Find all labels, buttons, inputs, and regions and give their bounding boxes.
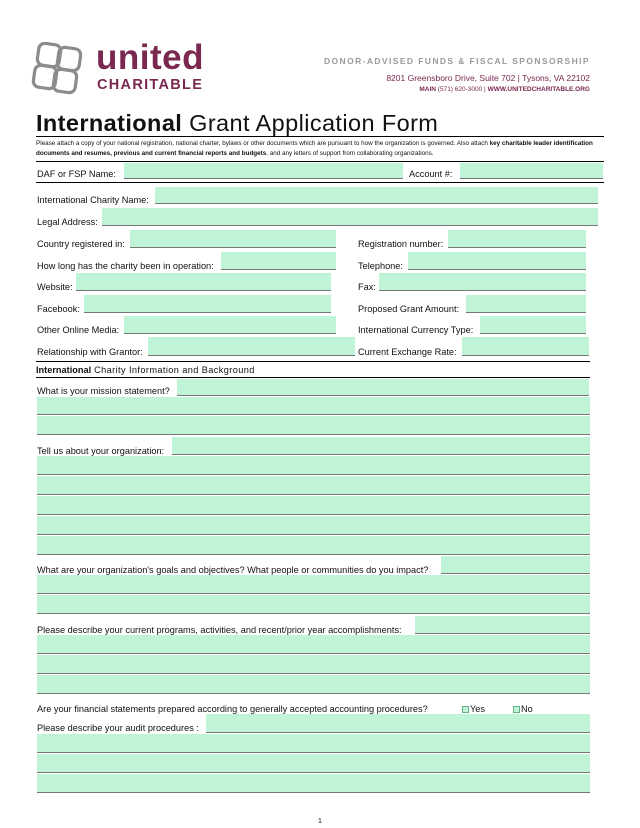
organization-answer-line-3[interactable] — [37, 476, 590, 495]
no-checkbox[interactable] — [513, 706, 520, 713]
currency-type-input[interactable] — [480, 316, 586, 334]
goals-answer-line-1[interactable] — [441, 556, 590, 574]
brand-charitable: CHARITABLE — [97, 77, 204, 93]
exchange-rate-label: Current Exchange Rate: — [358, 347, 457, 357]
charity-name-input[interactable] — [155, 187, 598, 204]
title-rest: Grant Application Form — [189, 110, 439, 136]
other-media-label: Other Online Media: — [37, 325, 120, 335]
audit-question: Please describe your audit procedures : — [37, 723, 199, 733]
phone: (571) 620-3000 | — [437, 86, 486, 93]
yes-checkbox[interactable] — [462, 706, 469, 713]
brand-united: united — [96, 38, 204, 77]
facebook-input[interactable] — [84, 295, 331, 313]
programs-question: Please describe your current programs, activities, and recent/prior year accomplishments: — [37, 625, 402, 635]
country-label: Country registered in: — [37, 239, 125, 249]
audit-answer-line-2[interactable] — [37, 734, 590, 753]
audit-answer-line-4[interactable] — [37, 774, 590, 793]
website-label: Website: — [37, 282, 73, 292]
divider — [36, 361, 590, 362]
organization-answer-line-2[interactable] — [37, 456, 590, 475]
section-heading — [36, 365, 255, 375]
programs-answer-line-4[interactable] — [37, 675, 590, 694]
organization-answer-line-5[interactable] — [37, 516, 590, 535]
relationship-input[interactable] — [148, 337, 355, 356]
exchange-rate-input[interactable] — [462, 337, 589, 356]
organization-answer-line-6[interactable] — [37, 536, 590, 555]
mission-answer-line-3[interactable] — [37, 416, 590, 435]
other-media-input[interactable] — [124, 316, 336, 334]
operation-length-input[interactable] — [221, 252, 336, 270]
daf-name-input[interactable] — [124, 163, 403, 179]
tagline: DONOR-ADVISED FUNDS & FISCAL SPONSORSHIP — [323, 56, 590, 66]
contact-line — [419, 86, 590, 93]
registration-number-input[interactable] — [448, 230, 586, 248]
proposed-amount-input[interactable] — [466, 295, 586, 313]
instructions — [36, 139, 606, 159]
goals-answer-line-3[interactable] — [37, 595, 590, 614]
programs-answer-line-1[interactable] — [415, 616, 590, 634]
currency-type-label: International Currency Type: — [358, 325, 474, 335]
mission-answer-line-1[interactable] — [177, 379, 589, 396]
yes-label: Yes — [470, 704, 485, 714]
goals-question: What are your organization's goals and objectives? What people or communities do you impact? — [37, 565, 429, 575]
legal-address-input[interactable] — [102, 208, 598, 226]
registration-number-label: Registration number: — [358, 239, 444, 249]
website-input[interactable] — [76, 273, 331, 291]
organization-answer-line-1[interactable] — [172, 437, 590, 455]
relationship-label: Relationship with Grantor: — [37, 347, 143, 357]
mission-question: What is your mission statement? — [37, 386, 170, 396]
section-heading-bold: International — [36, 365, 92, 375]
facebook-label: Facebook: — [37, 304, 80, 314]
financial-question: Are your financial statements prepared according to generally accepted accounting procedures? — [37, 704, 428, 714]
divider — [36, 161, 604, 162]
divider — [36, 182, 604, 183]
address: 8201 Greensboro Drive, Suite 702 | Tysons, VA 22102 — [386, 73, 590, 83]
audit-answer-line-1[interactable] — [206, 714, 590, 733]
telephone-input[interactable] — [408, 252, 586, 270]
fax-label: Fax: — [358, 282, 376, 292]
united-charitable-logo-icon — [30, 42, 86, 96]
legal-address-label: Legal Address: — [37, 217, 98, 227]
account-input[interactable] — [460, 163, 603, 179]
phone-label: MAIN — [419, 86, 436, 93]
page-title — [36, 110, 438, 137]
divider — [36, 377, 590, 378]
programs-answer-line-2[interactable] — [37, 635, 590, 654]
operation-length-label: How long has the charity been in operation: — [37, 261, 214, 271]
mission-answer-line-2[interactable] — [37, 397, 590, 415]
daf-name-label: DAF or FSP Name: — [37, 169, 116, 179]
title-bold: International — [36, 110, 183, 136]
goals-answer-line-2[interactable] — [37, 575, 590, 594]
page-number: 1 — [318, 818, 322, 825]
instructions-part1: Please attach a copy of your national registration, national charter, bylaws or other documents which are pursuant to how the organization is governed. Also attach — [36, 140, 490, 147]
audit-answer-line-3[interactable] — [37, 754, 590, 773]
fax-input[interactable] — [379, 273, 586, 291]
instructions-part2: , and any letters of support from collaborating organizations. — [266, 150, 434, 157]
telephone-label: Telephone: — [358, 261, 403, 271]
account-label: Account #: — [409, 169, 453, 179]
programs-answer-line-3[interactable] — [37, 655, 590, 674]
organization-answer-line-4[interactable] — [37, 496, 590, 515]
instructions-bold: key charitable leader identification documents and resumes, previous and current financial reports and budgets — [36, 140, 593, 157]
no-label: No — [521, 704, 533, 714]
proposed-amount-label: Proposed Grant Amount: — [358, 304, 460, 314]
country-input[interactable] — [130, 230, 336, 248]
title-divider — [36, 136, 604, 137]
website-url: WWW.UNITEDCHARITABLE.ORG — [487, 86, 590, 93]
charity-name-label: International Charity Name: — [37, 195, 149, 205]
section-heading-rest: Charity Information and Background — [94, 365, 255, 375]
organization-question: Tell us about your organization: — [37, 446, 165, 456]
